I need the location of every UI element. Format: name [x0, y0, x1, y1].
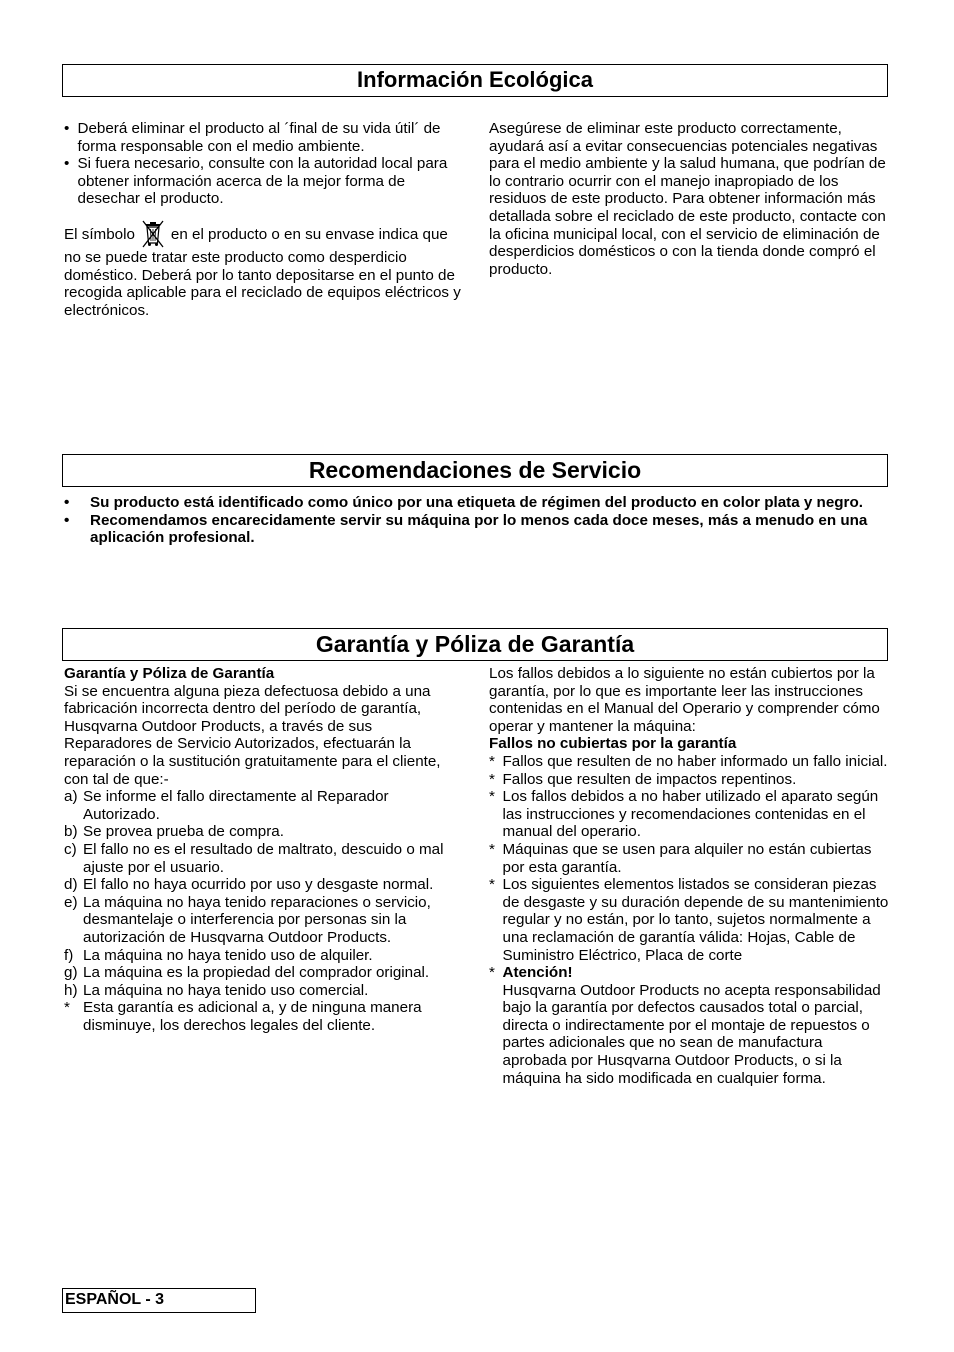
condition-item: f) La máquina no haya tenido uso de alquiler.: [64, 946, 373, 964]
attention-text: Husqvarna Outdoor Products no acepta responsabilidad bajo la garantía por defectos causados total o parcial, directa o indirectamente por el montaje de repuestos o partes adicionales que no sean de manufactura aprobada por Husqvarna Outdoor Products, o si la máquina ha sido modificada en cualquier forma.: [502, 981, 881, 1087]
warranty-conditions: [64, 788, 464, 1034]
eco-section-title: Información Ecológica: [62, 64, 888, 97]
service-section-title: Recomendaciones de Servicio: [62, 454, 888, 487]
condition-item: e) La máquina no haya tenido reparaciones o servicio, desmantelaje o interferencia por personas sin la autorización de Husqvarna Outdoor Products.: [64, 893, 431, 946]
warranty-right-intro: Los fallos debidos a lo siguiente no están cubiertos por la garantía, por lo que es importante leer las instrucciones contenidas en el Manual del Operario y comprender cómo operar y mantener la máquina:: [489, 665, 880, 735]
eco-symbol-paragraph: El símbolo en el producto o en su envase indica que no se puede tratar este producto como desperdicio doméstico. Deberá por lo tanto depositarse en el punto de recogida aplicable para el reciclado de equipos eléctricos y electrónicos.: [64, 219, 464, 319]
condition-item: d) El fallo no haya ocurrido por uso y desgaste normal.: [64, 876, 434, 894]
eco-right-text: Asegúrese de eliminar este producto correctamente, ayudará así a evitar consecuencias potenciales negativas para el medio ambiente y la salud humana, que podrían de lo contrario ocurrir con el manejo inapropiado de los residuos de este producto. Para obtener información más detallada sobre el reciclado de este producto, contacte con la oficina municipal local, con el servicio de eliminación de desperdicios domésticos o con la tienda donde compró el producto.: [489, 120, 886, 278]
eco-left-column: [64, 120, 464, 319]
service-item-2: • Recomendamos encarecidamente servir su máquina por lo menos cada doce meses, más a menudo en una aplicación profesional.: [64, 511, 868, 547]
exclusion-item: * Los fallos debidos a no haber utilizado el aparato según las instrucciones y recomendaciones contenidas en el manual del operario.: [489, 788, 879, 841]
warranty-left-column: [64, 665, 464, 1034]
exclusion-item: * Fallos que resulten de no haber informado un fallo inicial.: [489, 752, 888, 770]
service-list: [64, 494, 884, 547]
warranty-exclusions-heading: Fallos no cubiertas por la garantía: [489, 735, 737, 753]
crossed-out-wheelie-bin-icon: [139, 219, 167, 249]
condition-item: c) El fallo no es el resultado de maltrato, descuido o mal ajuste por el usuario.: [64, 840, 444, 876]
warranty-intro: Si se encuentra alguna pieza defectuosa debido a una fabricación incorrecta dentro del período de garantía, Husqvarna Outdoor Products, a través de sus Reparadores de Servicio Autorizados, efectuarán la reparación o la sustitución gratuitamente para el cliente, con tal de que:-: [64, 682, 441, 788]
condition-item: b) Se provea prueba de compra.: [64, 823, 284, 841]
attention-item: * Atención! Husqvarna Outdoor Products no acepta responsabilidad bajo la garantía por defectos causados total o parcial, directa o indirectamente por el montaje de repuestos o partes adicionales que no sean de manufactura aprobada por Husqvarna Outdoor Products, o si la máquina ha sido modificada en cualquier forma.: [489, 964, 881, 1087]
page-footer-label: ESPAÑOL - 3: [62, 1288, 256, 1313]
condition-item: a) Se informe el fallo directamente al Reparador Autorizado.: [64, 788, 389, 823]
attention-label: Atención!: [502, 964, 573, 982]
warranty-section-title: Garantía y Póliza de Garantía: [62, 628, 888, 661]
service-item-1: • Su producto está identificado como único por una etiqueta de régimen del producto en color plata y negro.: [64, 494, 863, 511]
eco-bullet-1: • Deberá eliminar el producto al ´final de su vida útil´ de forma responsable con el medio ambiente.: [64, 120, 441, 155]
exclusion-item: * Fallos que resulten de impactos repentinos.: [489, 770, 797, 788]
exclusion-item: * Máquinas que se usen para alquiler no están cubiertas por esta garantía.: [489, 840, 872, 876]
eco-right-column: [489, 120, 889, 278]
warranty-exclusions: [489, 753, 889, 1087]
warranty-left-heading: Garantía y Póliza de Garantía: [64, 665, 275, 682]
eco-bullet-2: • Si fuera necesario, consulte con la autoridad local para obtener información acerca de la mejor forma de desechar el producto.: [64, 155, 448, 208]
condition-item: g) La máquina es la propiedad del comprador original.: [64, 964, 430, 982]
condition-item: h) La máquina no haya tenido uso comercial.: [64, 981, 369, 999]
condition-item: * Esta garantía es adicional a, y de ninguna manera disminuye, los derechos legales del cliente.: [64, 999, 422, 1034]
exclusion-item: * Los siguientes elementos listados se consideran piezas de desgaste y su duración depende de su mantenimiento regular y no están, por lo tanto, sujetos normalmente a una reclamación de garantía válida: Hojas, Cable de Suministro Eléctrico, Placa de corte: [489, 876, 889, 964]
warranty-right-column: [489, 665, 889, 1087]
